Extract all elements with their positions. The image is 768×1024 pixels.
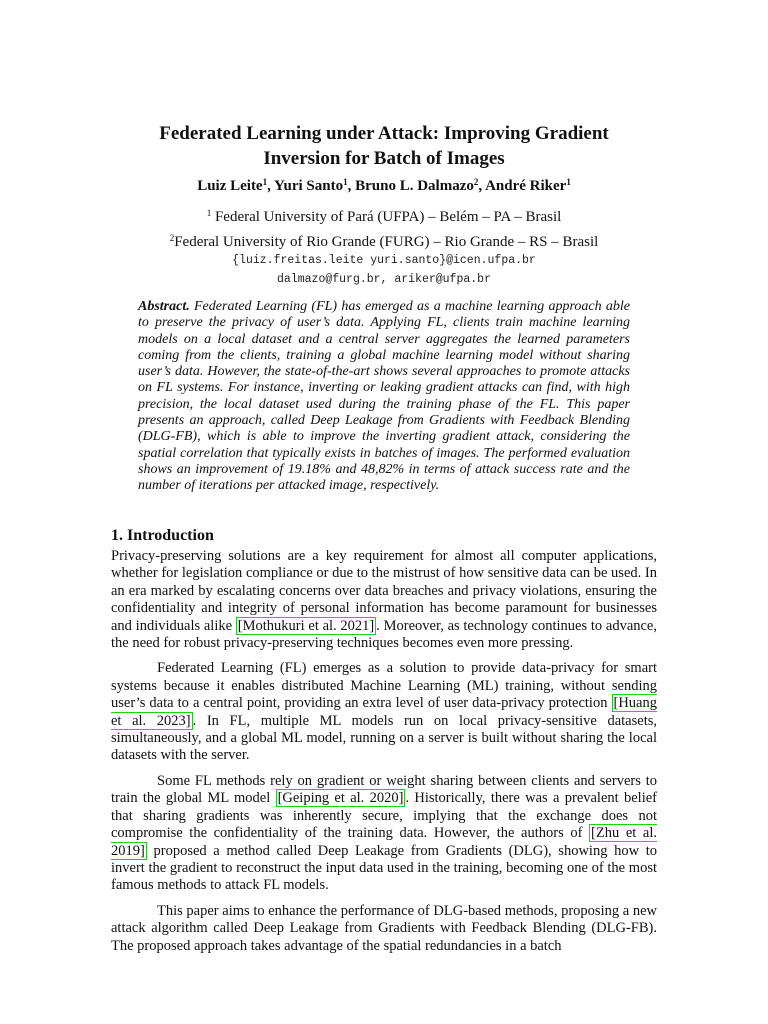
- email-line-2: dalmazo@furg.br, ariker@ufpa.br: [277, 273, 491, 286]
- affiliation-2: [0, 233, 768, 251]
- paragraph-text: proposed a method called Deep Leakage from Gradients (DLG), showing how to invert the gradient to reconstruct the input data used in the training, becoming one of the most famous methods to attack FL models.: [111, 842, 657, 894]
- paper-title: [0, 121, 768, 171]
- author-separator: ,: [478, 178, 486, 194]
- email-line-1: {luiz.freitas.leite yuri.santo}@icen.ufpa.br: [232, 254, 536, 267]
- body-paragraph: [111, 548, 657, 652]
- citation-link[interactable]: [Zhu et al. 2019]: [111, 825, 657, 859]
- affiliation-text: Federal University of Rio Grande (FURG) – Rio Grande – RS – Brasil: [174, 234, 599, 250]
- author-affiliation-mark: 1: [566, 177, 571, 187]
- body-paragraph: [111, 773, 657, 895]
- author-name: Bruno L. Dalmazo: [355, 178, 474, 194]
- paragraph-text: . Historically, there was a prevalent belief that sharing gradients was inherently secure, implying that the exchange does not compromise the confidentiality of the training data. However, the authors of: [111, 790, 657, 842]
- abstract: [138, 299, 630, 495]
- abstract-label: Abstract.: [138, 299, 190, 314]
- paragraph-text: Some FL methods rely on gradient or weight sharing between clients and servers to train the global ML model: [111, 772, 657, 807]
- paragraph-text: . Moreover, as technology continues to advance, the need for robust privacy-preserving techniques becomes even more pressing.: [111, 617, 657, 652]
- affiliation-1: [0, 208, 768, 226]
- body-paragraph: [111, 903, 657, 955]
- citation-link[interactable]: [Mothukuri et al. 2021]: [237, 617, 375, 634]
- author-separator: ,: [347, 178, 356, 194]
- author-affiliation-mark: 1: [262, 177, 268, 187]
- author-name: Yuri Santo: [274, 178, 344, 194]
- affiliation-number: 2: [169, 233, 175, 243]
- author-affiliation-mark: 2: [473, 177, 479, 187]
- title-line-1: Federated Learning under Attack: Improving Gradient: [159, 123, 609, 144]
- affiliation-number: 1: [206, 208, 212, 218]
- affiliation-text: Federal University of Pará (UFPA) – Belém – PA – Brasil: [211, 209, 562, 225]
- title-line-2: Inversion for Batch of Images: [263, 148, 505, 169]
- author-name: André Riker: [485, 178, 567, 194]
- section-heading-introduction: 1. Introduction: [111, 527, 214, 544]
- paragraph-text: . In FL, multiple ML models run on local privacy-sensitive datasets, simultaneously, and a global ML model, running on a server is built without sharing the local datasets with the server.: [111, 712, 657, 764]
- author-name: Luiz Leite: [197, 178, 263, 194]
- introduction-body: [111, 548, 657, 963]
- paragraph-text: Privacy-preserving solutions are a key requirement for almost all computer applications, whether for legislation compliance or due to the mistrust of how sensitive data can be used. In an era marked by escalating concerns over data breaches and privacy violations, ensuring the confidentiality and integrity of personal information has become paramount for businesses and individuals alike: [111, 548, 657, 634]
- body-paragraph: [111, 660, 657, 764]
- paragraph-text: This paper aims to enhance the performance of DLG-based methods, proposing a new attack algorithm called Deep Leakage from Gradients with Feedback Blending (DLG-FB). The proposed approach takes advantage of the spatial redundancies in a batch: [111, 902, 657, 954]
- citation-link[interactable]: [Huang et al. 2023]: [111, 695, 657, 729]
- abstract-text: Federated Learning (FL) has emerged as a machine learning approach able to preserve the privacy of user’s data. Applying FL, clients train machine learning models on a local dataset and a central server aggregates the learned parameters coming from the clients, training a global machine learning model without sharing user’s data. However, the state-of-the-art shows several approaches to promote attacks on FL systems. For instance, inverting or leaking gradient attacks can find, with high precision, the local dataset used during the training phase of the FL. This paper presents an approach, called Deep Leakage from Gradients with Feedback Blending (DLG-FB), which is able to improve the inverting gradient attack, considering the spatial correlation that typically exists in batches of images. The performed evaluation shows an improvement of 19.18% and 48,82% in terms of attack success rate and the number of iterations per attacked image, respectively.: [138, 299, 630, 494]
- citation-link[interactable]: [Geiping et al. 2020]: [277, 790, 404, 807]
- author-separator: ,: [267, 178, 275, 194]
- author-list: [0, 177, 768, 195]
- paragraph-text: Federated Learning (FL) emerges as a solution to provide data-privacy for smart systems because it enables distributed Machine Learning (ML) training, without sending user’s data to a central point, providing an extra level of user data-privacy protection: [111, 660, 657, 712]
- author-affiliation-mark: 1: [343, 177, 348, 187]
